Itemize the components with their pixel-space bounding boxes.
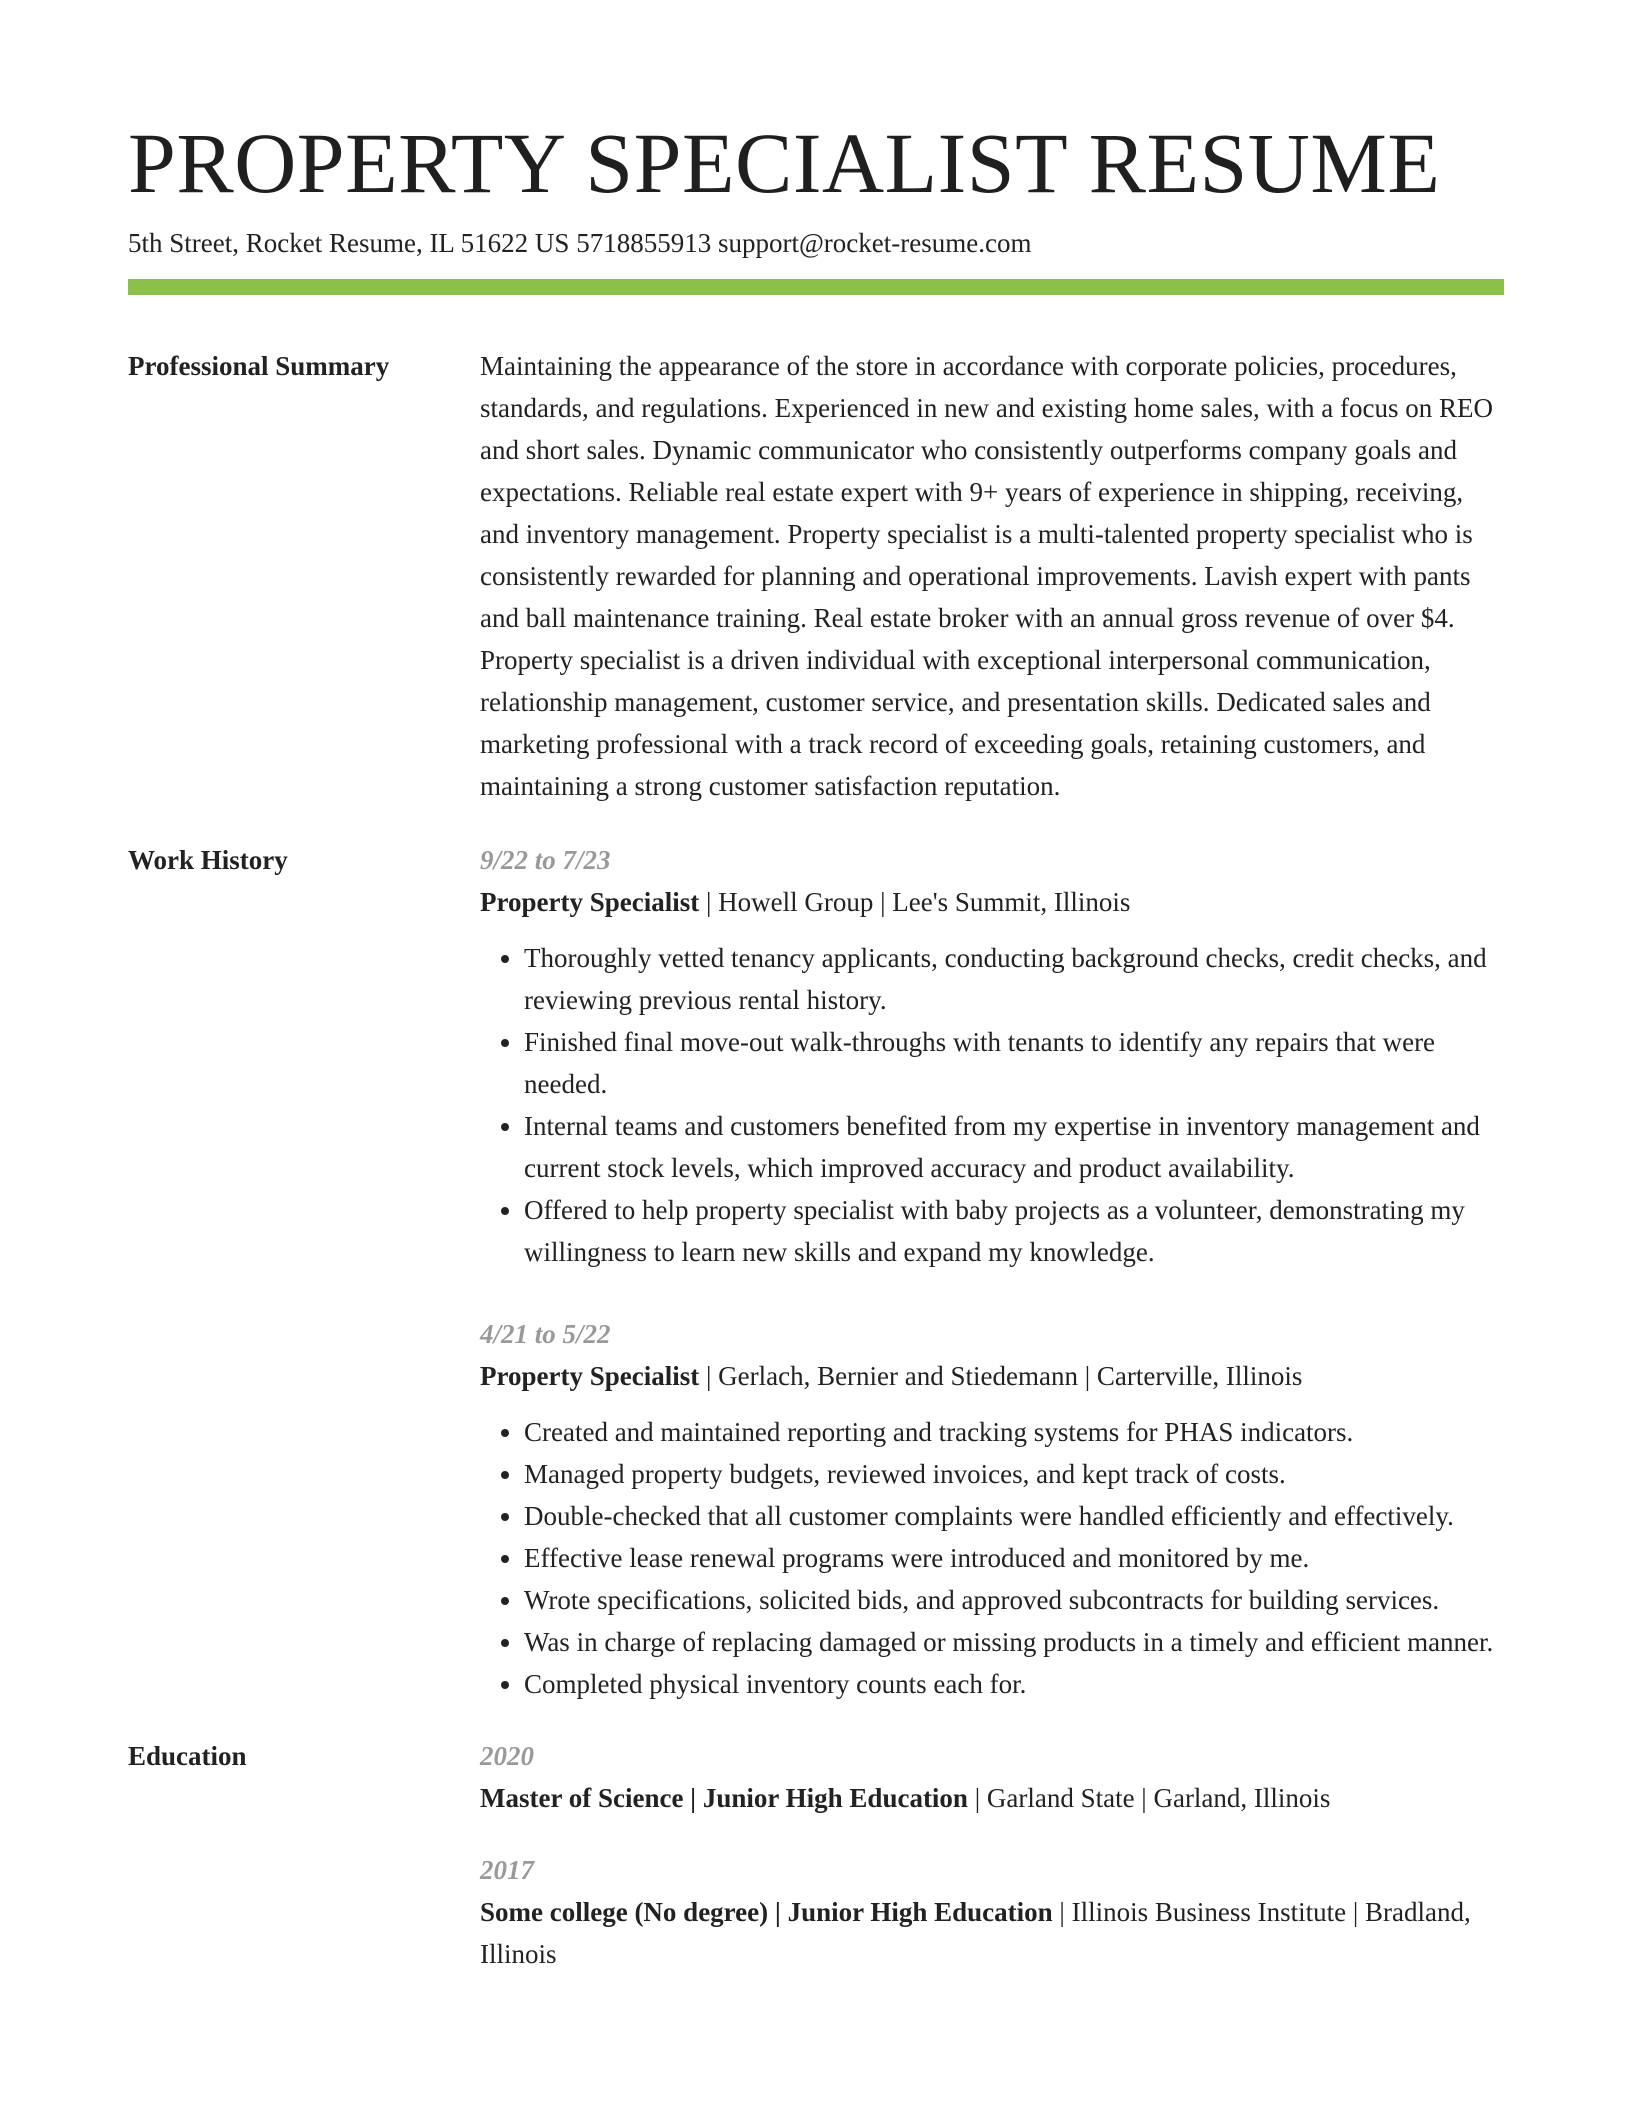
- list-item: • Thoroughly vetted tenancy applicants, conducting background checks, credit checks, and reviewing previous rental history.: [524, 937, 1504, 1021]
- education-details: | Illinois Business Institute | Bradland, Illinois: [480, 1897, 1471, 1970]
- education-year: 2020: [480, 1741, 534, 1772]
- job-heading: [480, 881, 1504, 923]
- list-item: • Double-checked that all customer complaints were handled efficiently and effectively.: [524, 1495, 1504, 1537]
- job-dates: 9/22 to 7/23: [480, 845, 611, 876]
- job-bullets: [480, 1411, 1504, 1705]
- education-section: [128, 1735, 1504, 1975]
- job-details: | Howell Group | Lee's Summit, Illinois: [699, 887, 1131, 918]
- education-year: 2017: [480, 1855, 534, 1886]
- section-label-work: Work History: [128, 845, 288, 876]
- professional-summary-section: [128, 345, 1504, 807]
- work-history-section: [128, 839, 1504, 1705]
- header-divider: [128, 279, 1504, 295]
- education-heading: [480, 1891, 1504, 1975]
- education-entry: [480, 1735, 1504, 1819]
- section-label-education: Education: [128, 1741, 247, 1772]
- summary-text: Maintaining the appearance of the store in accordance with corporate policies, procedures, standards, and regulations. Experienced in new and existing home sales, with a focus on REO and short sales. Dynamic communicator who consistently outperforms company goals and expectations. Reliable real estate expert with 9+ years of experience in shipping, receiving, and inventory management. Property specialist is a multi-talented property specialist who is consistently rewarded for planning and operational improvements. Lavish expert with pants and ball maintenance training. Real estate broker with an annual gross revenue of over $4. Property specialist is a driven individual with exceptional interpersonal communication, relationship management, customer service, and presentation skills. Dedicated sales and marketing professional with a track record of exceeding goals, retaining customers, and maintaining a strong customer satisfaction reputation.: [480, 351, 1494, 802]
- education-details: | Garland State | Garland, Illinois: [967, 1783, 1331, 1814]
- education-heading: [480, 1777, 1504, 1819]
- section-label-summary: Professional Summary: [128, 351, 390, 382]
- list-item: • Offered to help property specialist with baby projects as a volunteer, demonstrating my willingness to learn new skills and expand my knowledge.: [524, 1189, 1504, 1273]
- education-degree: Master of Science | Junior High Education: [480, 1783, 968, 1814]
- job-entry: [480, 839, 1504, 1273]
- list-item: • Wrote specifications, solicited bids, and approved subcontracts for building services.: [524, 1579, 1504, 1621]
- education-entry: [480, 1849, 1504, 1975]
- list-item: • Effective lease renewal programs were introduced and monitored by me.: [524, 1537, 1504, 1579]
- job-bullets: [480, 937, 1504, 1273]
- job-heading: [480, 1355, 1504, 1397]
- list-item: • Created and maintained reporting and tracking systems for PHAS indicators.: [524, 1411, 1504, 1453]
- job-title: Property Specialist: [480, 887, 700, 918]
- job-dates: 4/21 to 5/22: [480, 1319, 611, 1350]
- job-details: | Gerlach, Bernier and Stiedemann | Carterville, Illinois: [699, 1361, 1303, 1392]
- list-item: • Was in charge of replacing damaged or missing products in a timely and efficient manner.: [524, 1621, 1504, 1663]
- education-degree: Some college (No degree) | Junior High Education: [480, 1897, 1053, 1928]
- list-item: • Completed physical inventory counts each for.: [524, 1663, 1504, 1705]
- list-item: • Finished final move-out walk-throughs with tenants to identify any repairs that were needed.: [524, 1021, 1504, 1105]
- job-entry: [480, 1313, 1504, 1705]
- contact-line: 5th Street, Rocket Resume, IL 51622 US 5718855913 support@rocket-resume.com: [128, 228, 1032, 259]
- job-title: Property Specialist: [480, 1361, 700, 1392]
- resume-title: PROPERTY SPECIALIST RESUME: [128, 115, 1441, 211]
- list-item: • Managed property budgets, reviewed invoices, and kept track of costs.: [524, 1453, 1504, 1495]
- list-item: • Internal teams and customers benefited from my expertise in inventory management and current stock levels, which improved accuracy and product availability.: [524, 1105, 1504, 1189]
